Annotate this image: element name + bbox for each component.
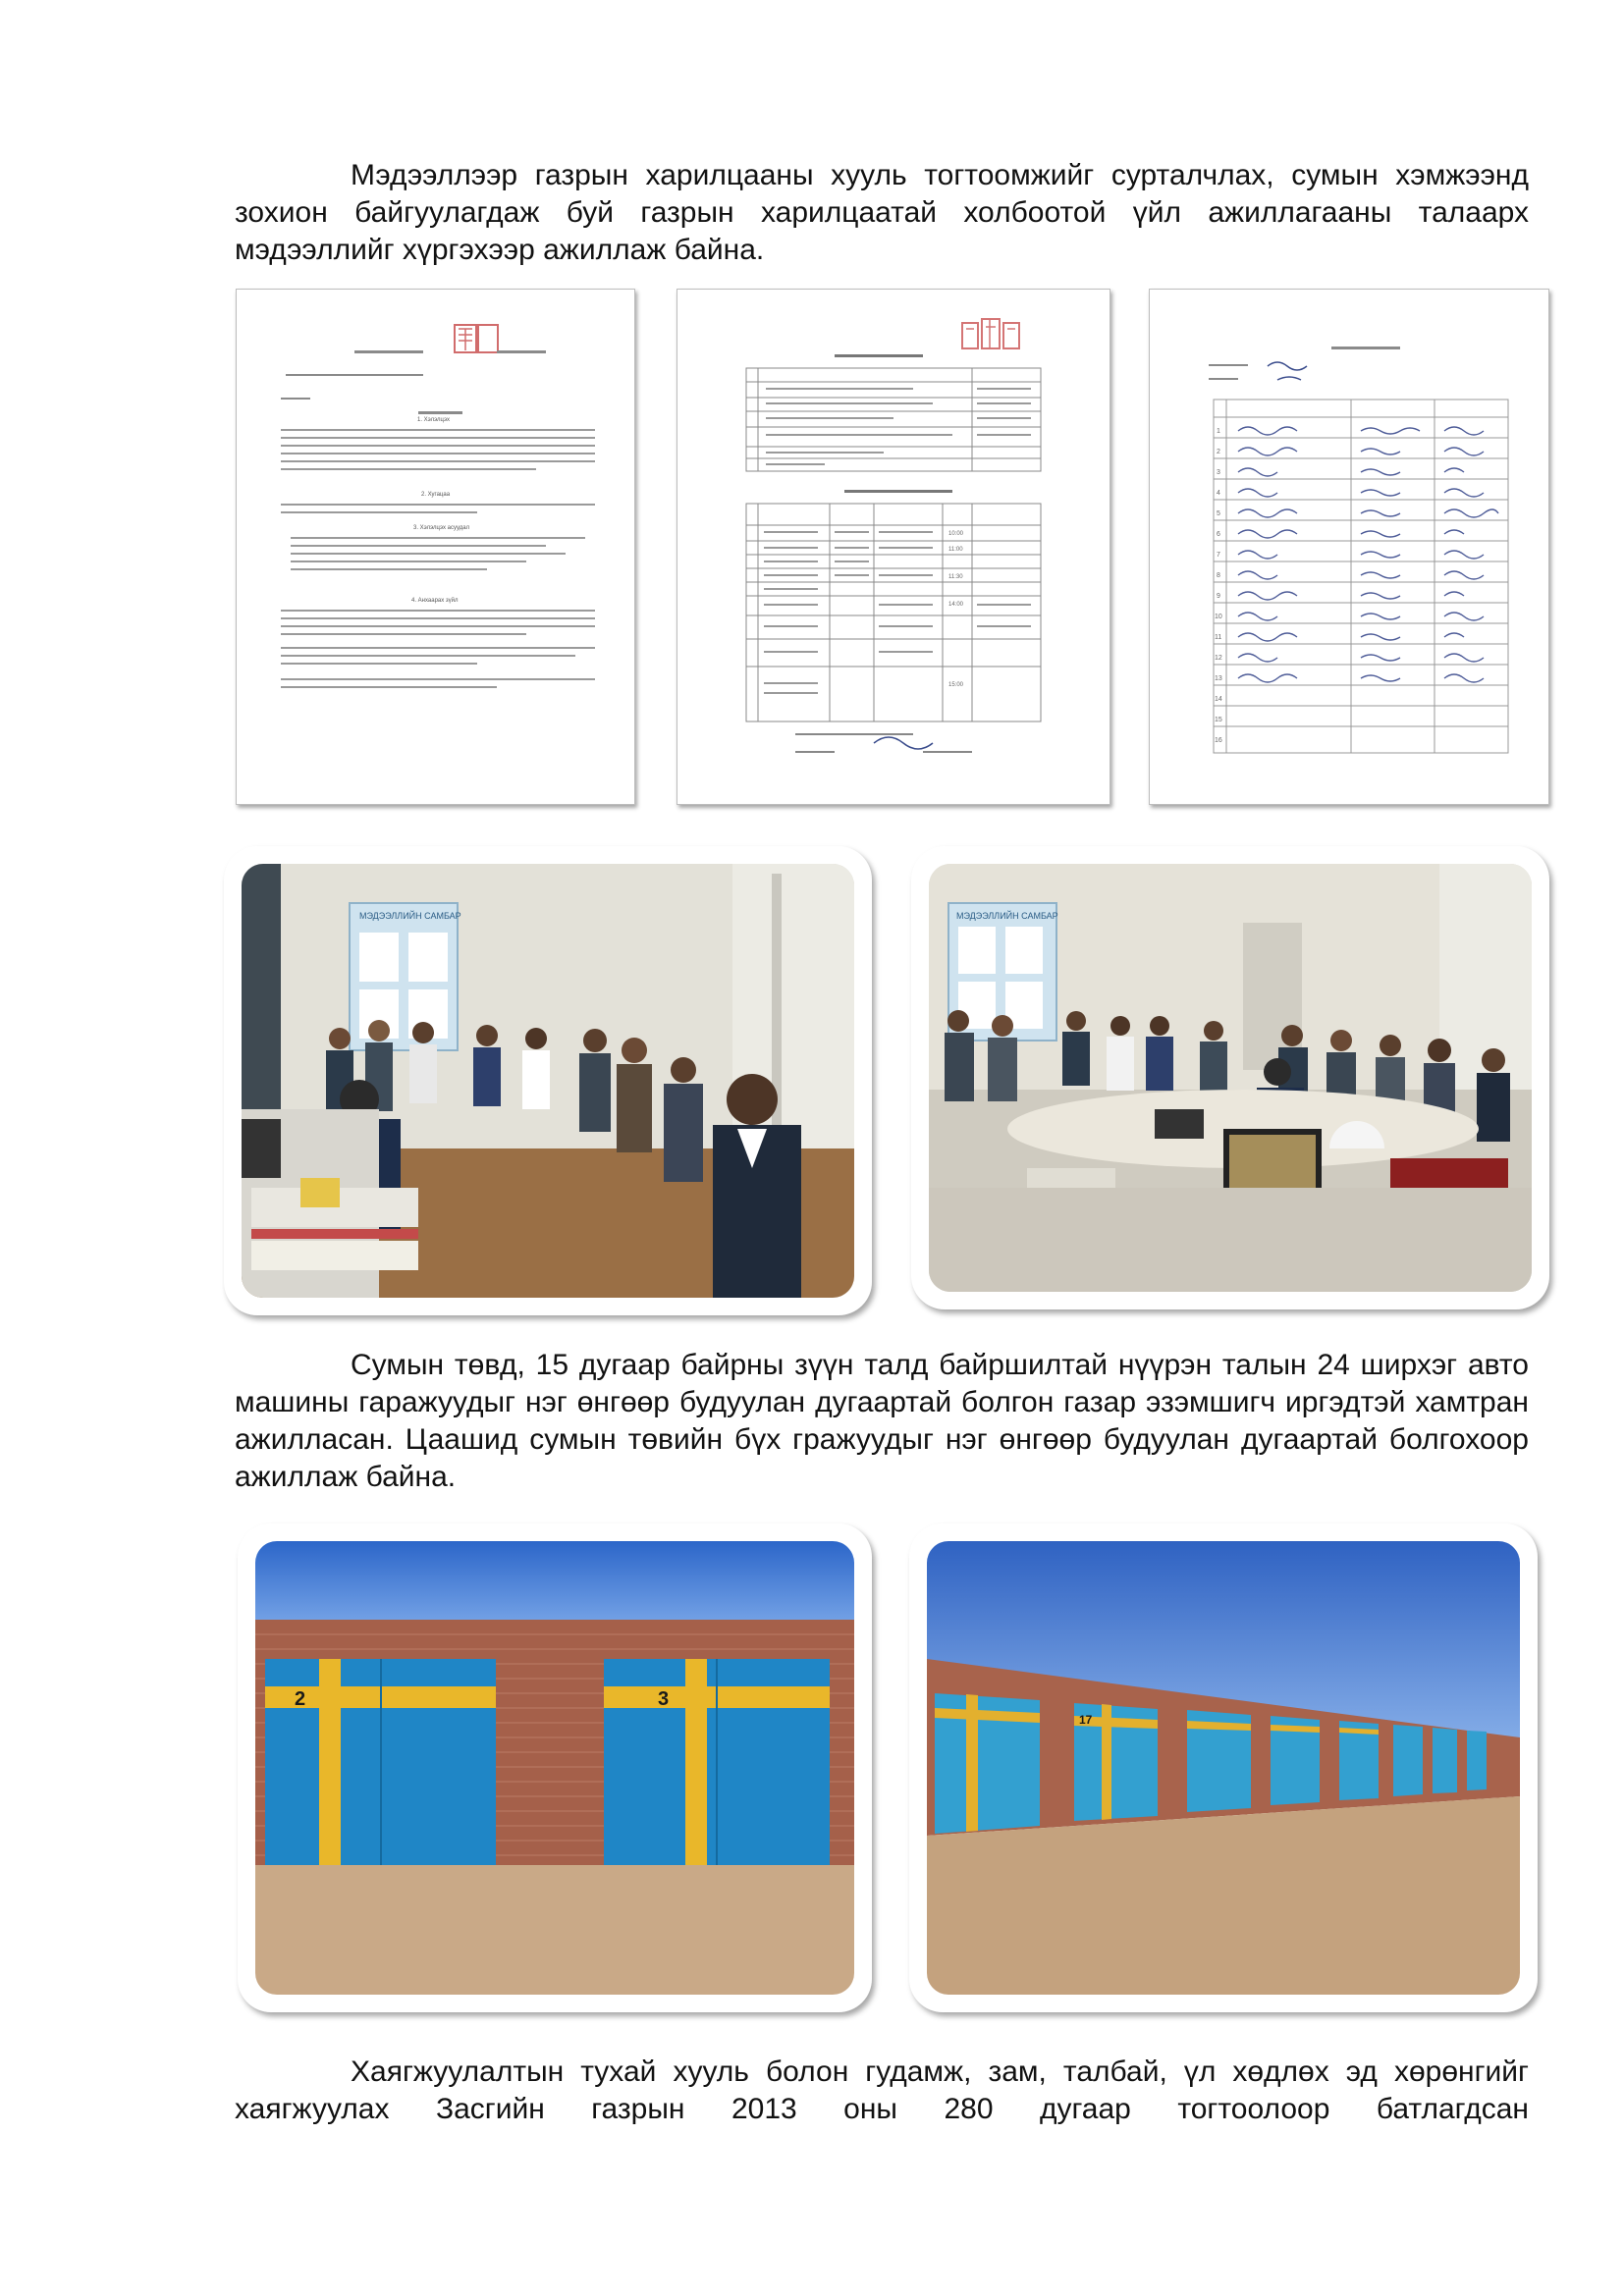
agenda-heading: 1. Хэлэлцэх	[417, 417, 450, 423]
official-letter-scan	[236, 289, 635, 805]
row-number: 13	[1215, 675, 1222, 682]
garage-number: 3	[658, 1688, 670, 1710]
row-number: 8	[1217, 572, 1220, 579]
meeting-photo-right	[911, 846, 1549, 1309]
row-number: 10	[1215, 614, 1222, 620]
row-number: 7	[1217, 552, 1220, 559]
agenda-heading: 2. Хугацаа	[421, 492, 451, 498]
schedule-time: 11:30	[948, 574, 963, 580]
garage-paragraph	[235, 1347, 1529, 1496]
row-number: 12	[1215, 655, 1222, 662]
row-number: 4	[1217, 490, 1220, 497]
agenda-heading: 3. Хэлэлцэх асуудал	[413, 525, 470, 531]
row-number: 5	[1217, 510, 1220, 517]
schedule-time: 11:00	[948, 547, 963, 553]
agenda-heading: 4. Анхаарах зүйл	[411, 598, 459, 604]
garage-number: 2	[295, 1688, 306, 1710]
row-number: 6	[1217, 531, 1220, 538]
intro-paragraph-text: Мэдээллээр газрын харилцааны хууль тогтоомжийг сурталчлах, сумын хэмжээнд зохион байгуулагдаж буй газрын харилцаатай холбоотой үйл ажиллагааны талаарх мэдээллийг хүргэхээр ажиллаж байна.	[235, 159, 1529, 266]
meeting-schedule-scan	[677, 289, 1110, 805]
row-number: 3	[1217, 469, 1220, 476]
garage-paragraph-text: Сумын төвд, 15 дугаар байрны зүүн талд байршилтай нүүрэн талын 24 ширхэг авто машины гаражуудыг нэг өнгөөр будуулан дугаартай болгон газар эзэмшигч иргэдтэй хамтран ажилласан. Цаашид сумын төвийн бүх гражуудыг нэг өнгөөр будуулан дугаартай болгохоор ажиллаж байна.	[235, 1349, 1529, 1493]
addressing-paragraph-text: Хаягжуулалтын тухай хууль болон гудамж, зам, талбай, үл хөдлөх эд хөрөнгийг хаягжуулах Засгийн газрын 2013 оны 280 дугаар тогтоолоор батлагдсан	[235, 2056, 1529, 2125]
row-number: 11	[1215, 634, 1222, 641]
row-number: 14	[1215, 696, 1222, 703]
row-number: 2	[1217, 449, 1220, 455]
row-number: 15	[1215, 717, 1222, 723]
row-number: 16	[1215, 737, 1222, 744]
schedule-time: 14:00	[948, 602, 964, 608]
intro-paragraph	[235, 157, 1529, 269]
schedule-time: 10:00	[948, 531, 964, 537]
row-number: 1	[1217, 428, 1220, 435]
row-number: 9	[1217, 593, 1220, 600]
attendance-row-numbers	[1215, 428, 1222, 744]
garage-number: 17	[1079, 1713, 1093, 1727]
attendance-sheet-scan	[1149, 289, 1549, 805]
garage-doors-closeup-photo	[238, 1523, 872, 2012]
meeting-photo-left	[224, 846, 872, 1315]
garage-row-photo	[909, 1523, 1538, 2012]
board-label: МЭДЭЭЛЛИЙН САМБАР	[359, 911, 461, 921]
addressing-paragraph	[235, 2054, 1529, 2128]
board-label: МЭДЭЭЛЛИЙН САМБАР	[956, 911, 1058, 921]
schedule-time: 15:00	[948, 682, 964, 688]
